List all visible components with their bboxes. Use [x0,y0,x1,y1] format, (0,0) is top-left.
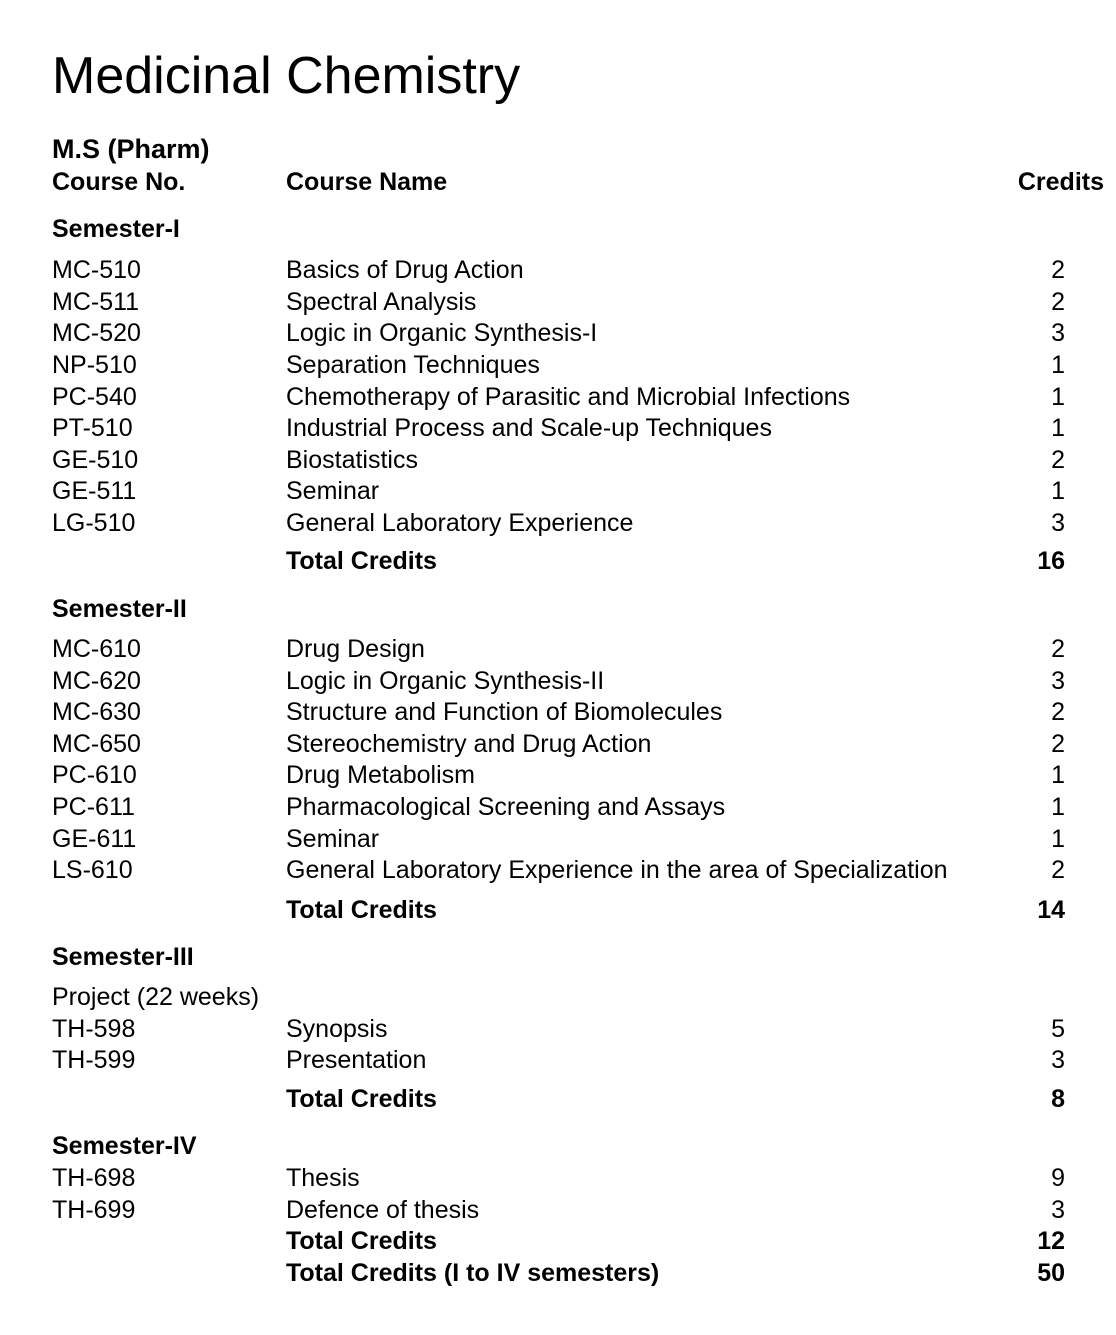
course-credits: 2 [1051,635,1065,663]
course-credits: 2 [1051,256,1065,284]
course-credits: 3 [1051,1196,1065,1224]
table-row [0,319,1116,350]
program-name: M.S (Pharm) [52,134,210,164]
table-row [0,793,1116,824]
course-name: General Laboratory Experience in the area of Specialization [286,856,948,884]
table-row [0,856,1116,887]
course-credits: 2 [1051,856,1065,884]
course-code: TH-699 [52,1196,136,1224]
semester-1-total-row [0,547,1116,578]
course-name: General Laboratory Experience [286,509,634,537]
course-name: Logic in Organic Synthesis-II [286,667,605,695]
project-note: Project (22 weeks) [52,983,260,1011]
course-code: GE-511 [52,477,137,505]
course-name: Presentation [286,1046,427,1074]
course-credits: 2 [1051,446,1065,474]
semester-4-heading: Semester-IV [52,1132,197,1160]
page-title: Medicinal Chemistry [52,47,521,105]
total-label: Total Credits [286,1227,437,1255]
header-course-no: Course No. [52,168,186,196]
course-code: LG-510 [52,509,136,537]
table-row [0,698,1116,729]
course-name: Spectral Analysis [286,288,477,316]
course-credits: 2 [1051,288,1065,316]
course-credits: 3 [1051,509,1065,537]
course-code: PC-611 [52,793,135,821]
course-credits: 1 [1051,793,1065,821]
course-name: Synopsis [286,1015,388,1043]
table-row [0,288,1116,319]
table-row [0,825,1116,856]
course-code: TH-698 [52,1164,136,1192]
course-credits: 2 [1051,730,1065,758]
table-row [0,1164,1116,1195]
course-credits: 3 [1051,1046,1065,1074]
course-credits: 1 [1051,825,1065,853]
total-label: Total Credits [286,1085,437,1113]
course-name: Biostatistics [286,446,418,474]
course-credits: 3 [1051,667,1065,695]
course-name: Stereochemistry and Drug Action [286,730,652,758]
course-name: Pharmacological Screening and Assays [286,793,726,821]
course-name: Separation Techniques [286,351,540,379]
course-code: TH-598 [52,1015,136,1043]
table-row [0,1046,1116,1077]
course-code: MC-610 [52,635,141,663]
semester-1-heading: Semester-I [52,215,180,243]
grand-total-value: 50 [1037,1259,1065,1287]
course-name: Seminar [286,825,380,853]
course-code: MC-650 [52,730,141,758]
semester-2-heading: Semester-II [52,595,187,623]
course-credits: 1 [1051,351,1065,379]
course-code: MC-511 [52,288,140,316]
total-value: 8 [1051,1085,1065,1113]
header-credits: Credits [1017,168,1104,196]
course-name: Chemotherapy of Parasitic and Microbial Infections [286,383,851,411]
course-code: LS-610 [52,856,133,884]
course-name: Drug Design [286,635,425,663]
header-course-name: Course Name [286,168,448,196]
table-row [0,414,1116,445]
table-row [0,761,1116,792]
course-code: PC-540 [52,383,137,411]
total-value: 16 [1037,547,1065,575]
course-credits: 5 [1051,1015,1065,1043]
course-credits: 1 [1051,383,1065,411]
table-row [0,1015,1116,1046]
table-row [0,446,1116,477]
semester-3-heading: Semester-III [52,943,194,971]
course-name: Defence of thesis [286,1196,480,1224]
course-name: Logic in Organic Synthesis-I [286,319,598,347]
table-row [0,351,1116,382]
course-code: TH-599 [52,1046,136,1074]
table-row [0,1196,1116,1227]
course-name: Thesis [286,1164,360,1192]
course-credits: 1 [1051,414,1065,442]
course-code: GE-510 [52,446,139,474]
course-credits: 3 [1051,319,1065,347]
table-row [0,635,1116,666]
course-credits: 2 [1051,698,1065,726]
course-code: MC-630 [52,698,141,726]
course-code: MC-520 [52,319,141,347]
course-name: Basics of Drug Action [286,256,524,284]
grand-total-row [0,1259,1116,1290]
table-row [0,667,1116,698]
total-label: Total Credits [286,547,437,575]
semester-3-total-row [0,1085,1116,1116]
course-name: Drug Metabolism [286,761,475,789]
table-row [0,730,1116,761]
course-code: NP-510 [52,351,137,379]
total-label: Total Credits [286,896,437,924]
course-name: Seminar [286,477,380,505]
course-code: MC-620 [52,667,141,695]
total-value: 12 [1037,1227,1065,1255]
semester-2-total-row [0,896,1116,927]
course-name: Structure and Function of Biomolecules [286,698,723,726]
table-row [0,477,1116,508]
course-credits: 1 [1051,761,1065,789]
table-row [0,256,1116,287]
course-code: PT-510 [52,414,133,442]
course-code: GE-611 [52,825,137,853]
course-name: Industrial Process and Scale-up Techniques [286,414,772,442]
course-credits: 9 [1051,1164,1065,1192]
semester-4-total-row [0,1227,1116,1258]
grand-total-label: Total Credits (I to IV semesters) [286,1259,660,1287]
course-code: PC-610 [52,761,137,789]
table-row [0,509,1116,540]
total-value: 14 [1037,896,1065,924]
course-code: MC-510 [52,256,141,284]
course-credits: 1 [1051,477,1065,505]
table-row [0,383,1116,414]
